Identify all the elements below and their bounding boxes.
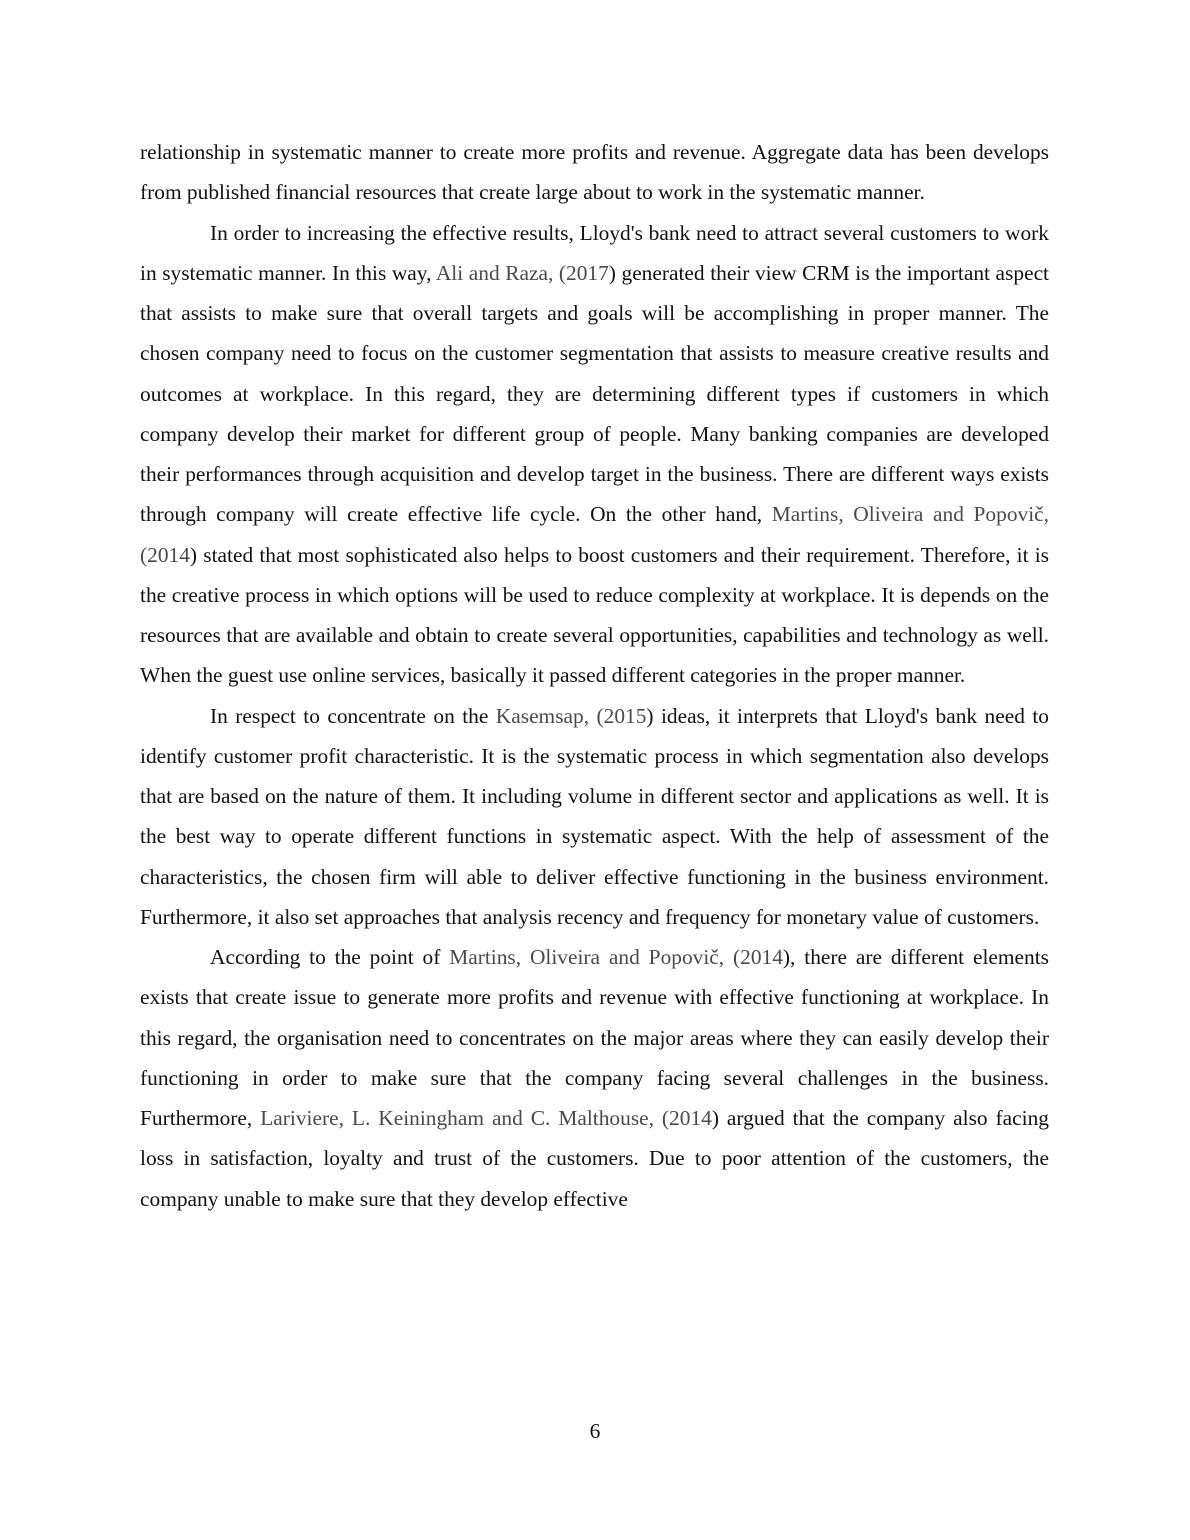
citation: Martins, Oliveira and Popovič, (2014: [449, 945, 783, 969]
text-run: ) stated that most sophisticated also helps to boost customers and their requirement. Therefore, it is the creative process in which options will be used to reduce complexity at workplace. It is depends on the resources that are available and obtain to create several opportunities, capabilities and technology as well. When the guest use online services, basically it passed different categories in the proper manner.: [140, 542, 1049, 688]
text-run: In respect to concentrate on the: [210, 703, 496, 728]
paragraph-3: [140, 696, 1049, 938]
paragraph-2: [140, 213, 1049, 696]
paragraph-1: [140, 132, 1049, 213]
document-body: [140, 132, 1049, 1219]
paragraph-4: [140, 937, 1049, 1219]
citation: Lariviere, L. Keiningham and C. Malthouse, (2014: [260, 1106, 712, 1130]
text-run: ), there are different elements exists that create issue to generate more profits and revenue with effective functioning at workplace. In this regard, the organisation need to concentrates on the major areas where they can easily develop their functioning in order to make sure that the company facing several challenges in the business. Furthermore,: [140, 945, 1049, 1130]
text-run: ) generated their view CRM is the important aspect that assists to make sure that overall targets and goals will be accomplishing in proper manner. The chosen company need to focus on the customer segmentation that assists to measure creative results and outcomes at workplace. In this regard, they are determining different types if customers in which company develop their market for different group of people. Many banking companies are developed their performances through acquisition and develop target in the business. There are different ways exists through company will create effective life cycle. On the other hand,: [140, 260, 1050, 527]
text-run: ) argued that the company also facing loss in satisfaction, loyalty and trust of the customers. Due to poor attention of the customers, the company unable to make sure that they develop effective: [140, 1106, 1049, 1211]
text-run: relationship in systematic manner to create more profits and revenue. Aggregate data has been develops from published financial resources that create large about to work in the systematic manner.: [140, 140, 1049, 205]
citation: Ali and Raza, (2017: [435, 260, 609, 285]
citation: Kasemsap, (2015: [495, 703, 647, 728]
citation: Martins, Oliveira and Popovič, (2014: [140, 502, 1049, 567]
text-run: ) ideas, it interprets that Lloyd's bank need to identify customer profit characteristic. It is the systematic process in which segmentation also develops that are based on the nature of them. It including volume in different sector and applications as well. It is the best way to operate different functions in systematic aspect. With the help of assessment of the characteristics, the chosen firm will able to deliver effective functioning in the business environment. Furthermore, it also set approaches that analysis recency and frequency for monetary value of customers.: [140, 703, 1049, 929]
page-number: 6: [589, 1419, 601, 1443]
text-run: According to the point of: [210, 945, 450, 969]
text-run: In order to increasing the effective results, Lloyd's bank need to attract several customers to work in systematic manner. In this way,: [140, 220, 1049, 285]
